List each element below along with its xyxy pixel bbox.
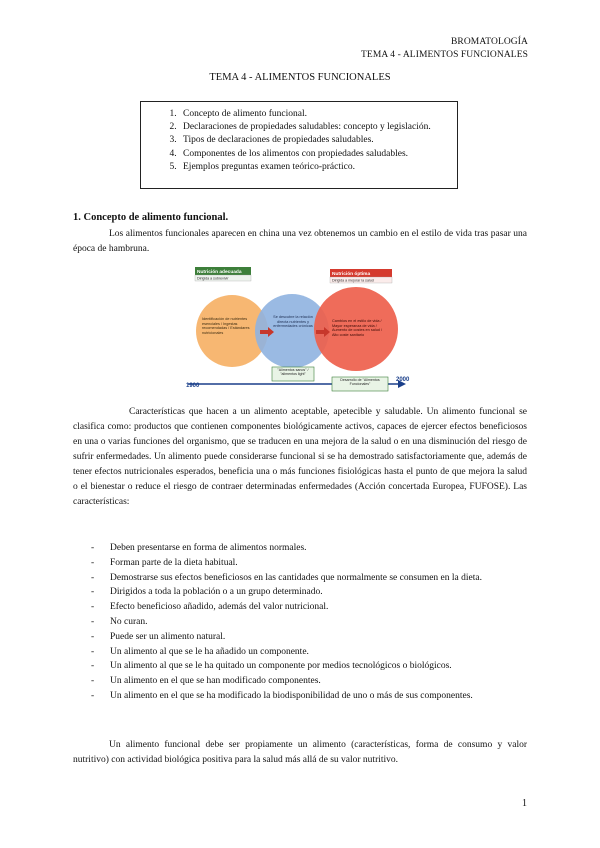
list-item: - Forman parte de la dieta habitual. <box>73 556 527 571</box>
circle-right-text: Cambios en el estilo de vida / Mayor esperanza de vida / Aumento de costes en salud / Alto coste sanitario <box>332 319 383 337</box>
page-number: 1 <box>522 798 527 809</box>
year-start: 1900 <box>186 383 200 389</box>
left-header-sub: Dirigida a sobrevivir <box>197 276 229 281</box>
toc-item: 5. Ejemplos preguntas examen teórico-práctico. <box>179 161 457 174</box>
list-item: - Un alimento al que se le ha añadido un componente. <box>73 645 527 660</box>
toc-item: 2. Declaraciones de propiedades saludables: concepto y legislación. <box>179 121 457 134</box>
list-item: - Dirigidos a toda la población o a un grupo determinado. <box>73 585 527 600</box>
list-item: - Efecto beneficioso añadido, además del valor nutricional. <box>73 600 527 615</box>
list-item: - No curan. <box>73 615 527 630</box>
right-header-title: Nutrición óptima <box>332 272 371 277</box>
year-end: 2000 <box>396 377 410 383</box>
intro-paragraph: Los alimentos funcionales aparecen en china una vez obtenemos un cambio en el estilo de vida tras pasar una época de hambruna. <box>73 229 527 254</box>
header-topic: TEMA 4 - ALIMENTOS FUNCIONALES <box>361 50 528 60</box>
list-item: - Un alimento en el que se ha modificado la biodisponibilidad de uno o más de sus componentes. <box>73 689 527 704</box>
list-item: - Un alimento en el que se han modificado componentes. <box>73 674 527 689</box>
left-header-title: Nutrición adecuada <box>197 270 242 275</box>
right-header-sub: Dirigida a mejorar la salud <box>332 278 374 283</box>
characteristics-paragraph: Características que hacen a un alimento aceptable, apetecible y saludable. Un alimento funcional se clasifica como: productos que contienen componentes biológicamente activos, capaces de ejercer efectos beneficiosos en una o varias funciones del organismo, que se traducen en una mejora de la salud o en una disminución del riesgo de sufrir enfermedades. Un alimento puede considerarse funcional si se ha demostrado satisfactoriamente que, además de tener efectos nutricionales esperados, beneficia una o más funciones fisiológicas hasta el punto de que mejora la salud o el bienestar o reduce el riesgo de contraer determinadas enfermedades (Acción concertada Europea, FUFOSE). Las características: <box>73 407 527 507</box>
list-item: - Demostrarse sus efectos beneficiosos en las cantidades que normalmente se consumen en la dieta. <box>73 571 527 586</box>
circle-mid-text: Se descubre la relación directa nutrientes y enfermedades crónicas <box>273 315 313 329</box>
toc-item: 1. Concepto de alimento funcional. <box>179 108 457 121</box>
toc-item: 4. Componentes de los alimentos con propiedades saludables. <box>179 148 457 161</box>
circle-left-text: Identificación de nutrientes esenciales / Ingestas recomendadas / Estándares nutricionales <box>202 317 250 335</box>
characteristics-list <box>73 541 527 704</box>
toc-item: 3. Tipos de declaraciones de propiedades saludables. <box>179 134 457 147</box>
list-item: - Deben presentarse en forma de alimentos normales. <box>73 541 527 556</box>
running-header <box>361 36 528 62</box>
closing-paragraph: Un alimento funcional debe ser propiamente un alimento (características, forma de consumo y valor nutritivo) con actividad biológica positiva para la salud más allá de su valor nutritivo. <box>73 740 527 765</box>
list-item: - Puede ser un alimento natural. <box>73 630 527 645</box>
nutrition-diagram: 1900 2000 Nutrición adecuada Dirigida a sobrevivir Nutrición óptima Dirigida a mejorar la salud Identificación de nutrientes esenciales / Ingestas recomendadas / Estándares nutricionales Se descubre la relación directa nutrientes y enfermedades crónicas Cambios en el estilo de vida / Mayor esperanza de vida / Aumento de costes en salud / Alto coste sanitario "Alimentos sanos" / "alimentos light" Desarrollo de "Alimentos Funcionales" <box>186 259 410 399</box>
header-subject: BROMATOLOGÍA <box>450 37 528 47</box>
table-of-contents <box>140 101 458 189</box>
page-title: TEMA 4 - ALIMENTOS FUNCIONALES <box>209 72 391 83</box>
list-item: - Un alimento al que se le ha quitado un componente por medios tecnológicos o biológicos. <box>73 659 527 674</box>
section-heading: 1. Concepto de alimento funcional. <box>73 212 229 223</box>
